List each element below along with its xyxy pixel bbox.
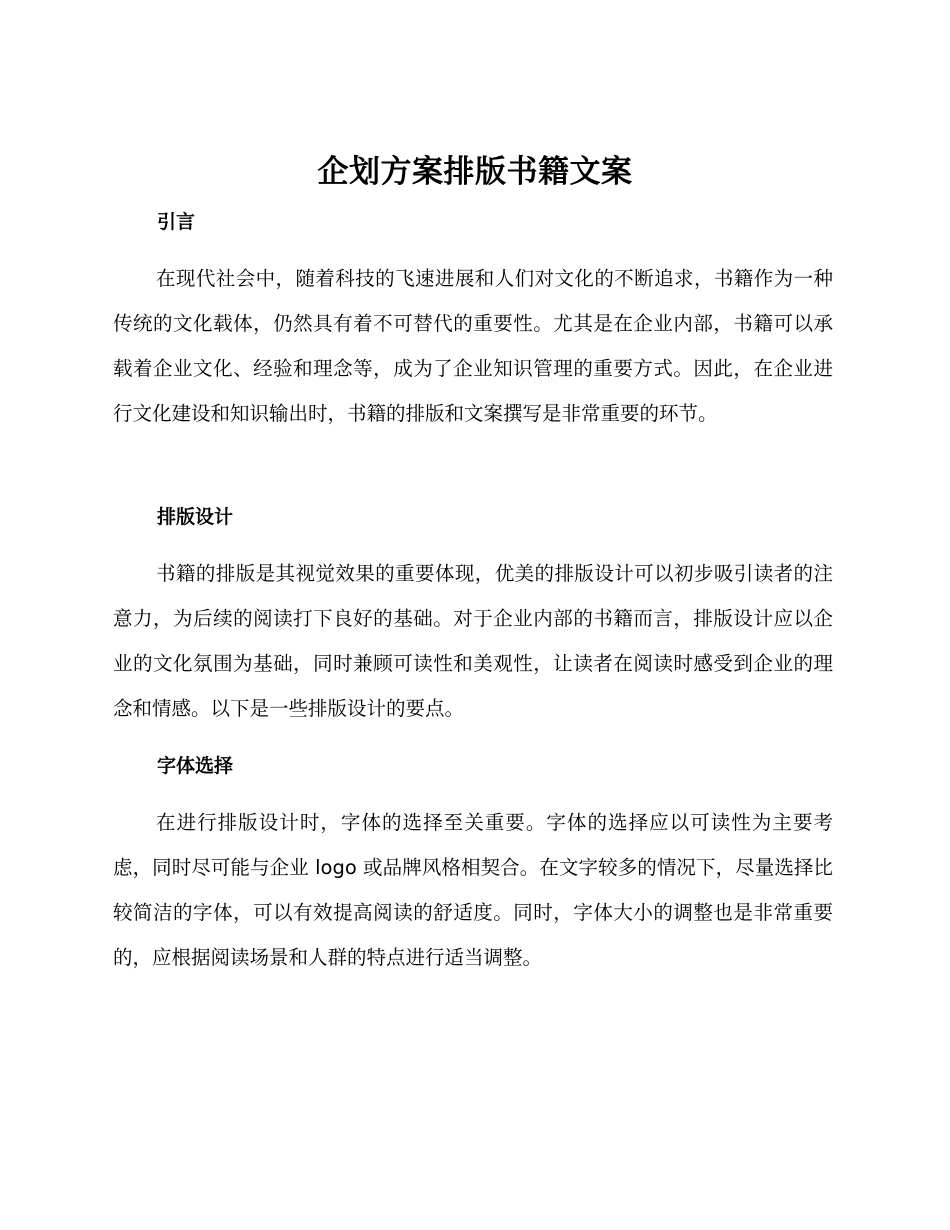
- section-paragraph-layout-design: 书籍的排版是其视觉效果的重要体现，优美的排版设计可以初步吸引读者的注意力，为后续的阅读打下良好的基础。对于企业内部的书籍而言，排版设计应以企业的文化氛围为基础，同时兼顾可读性和美观性，让读者在阅读时感受到企业的理念和情感。以下是一些排版设计的要点。: [113, 562, 833, 720]
- section-paragraph-font-selection: 在进行排版设计时，字体的选择至关重要。字体的选择应以可读性为主要考虑，同时尽可能与企业 logo 或品牌风格相契合。在文字较多的情况下，尽量选择比较简洁的字体，可以有效提高阅读的舒适度。同时，字体大小的调整也是非常重要的，应根据阅读场景和人群的特点进行适当调整。: [113, 811, 833, 969]
- section-heading-introduction: 引言: [157, 211, 196, 233]
- document-title: 企划方案排版书籍文案: [317, 154, 633, 190]
- section-heading-layout-design: 排版设计: [157, 506, 234, 528]
- section-heading-font-selection: 字体选择: [157, 755, 234, 777]
- section-paragraph-introduction: 在现代社会中，随着科技的飞速进展和人们对文化的不断追求，书籍作为一种传统的文化载体，仍然具有着不可替代的重要性。尤其是在企业内部，书籍可以承载着企业文化、经验和理念等，成为了企业知识管理的重要方式。因此，在企业进行文化建设和知识输出时，书籍的排版和文案撰写是非常重要的环节。: [113, 267, 833, 425]
